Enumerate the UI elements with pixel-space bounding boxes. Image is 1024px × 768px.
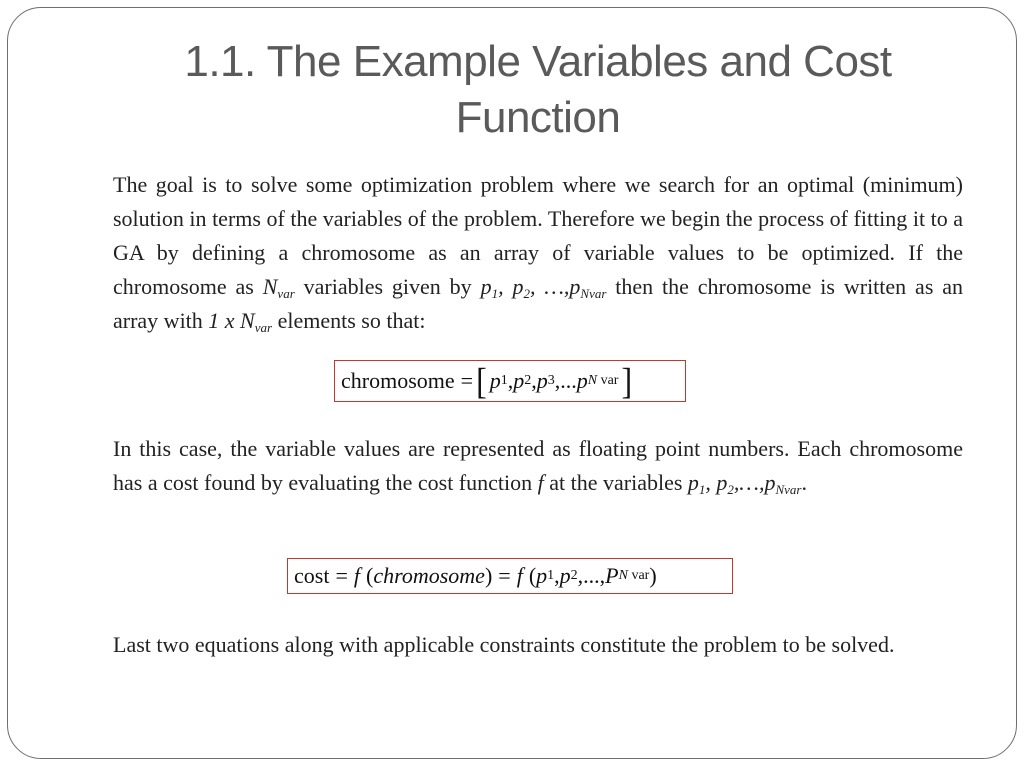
para1-text-4: elements so that: (272, 308, 426, 333)
p-sequence-2: $p_1$, $p_2,\dots,p_{Nvar}$ (687, 470, 802, 497)
eq1-close-bracket: ] (621, 360, 633, 402)
eq1-lhs: chromosome (341, 368, 455, 393)
eq1-equals: = (460, 368, 474, 393)
eq1-open-bracket: [ (476, 360, 487, 402)
p-sequence: $p_1$, $p_2$, $\dots,p_{Nvar}$ (480, 274, 607, 301)
paragraph-conclusion: Last two equations along with applicable constraints constitute the problem to be solved. (113, 632, 895, 657)
para2-text-2: at the variables (543, 470, 688, 495)
f-symbol: f (537, 470, 544, 495)
array-size-symbol: 1 x $N_{var}$ (208, 308, 273, 335)
para1-text-2: variables given by (294, 274, 481, 299)
eq2-lhs: cost (294, 563, 330, 588)
chromosome-equation: chromosome = [ p 1 , p 2 , p 3 ,... p N var ] (334, 360, 686, 402)
paragraph-cost-function: In this case, the variable values are represented as floating point numbers. Each chromosome has a cost found by evaluating the cost function f at the variables $p_1$, $p_2,\dots,p_{Nvar}$. (113, 436, 963, 497)
paragraph-chromosome-definition (113, 168, 963, 338)
para1-text-1: The goal is to solve some optimization problem where we search for an optimal (minimum) solution in terms of the variables of the problem. Therefore we begin the process of fitting it to a GA by defining a chromosome as an array of variable values to be optimized. If the chromosome as (113, 172, 963, 299)
para1-text-3: then the chromosome is written as an array with (113, 274, 964, 333)
para2-text-1: In this case, the variable values are represented as floating point numbers. Each chromosome has a cost found by evaluating the cost function (113, 436, 963, 495)
cost-equation: cost = f ( chromosome ) = f ( p 1 , p 2 ,..., P N var ) (287, 558, 733, 594)
slide-title: 1.1. The Example Variables and Cost Function (184, 37, 892, 142)
nvar-symbol: $N_{var}$ (262, 274, 295, 301)
